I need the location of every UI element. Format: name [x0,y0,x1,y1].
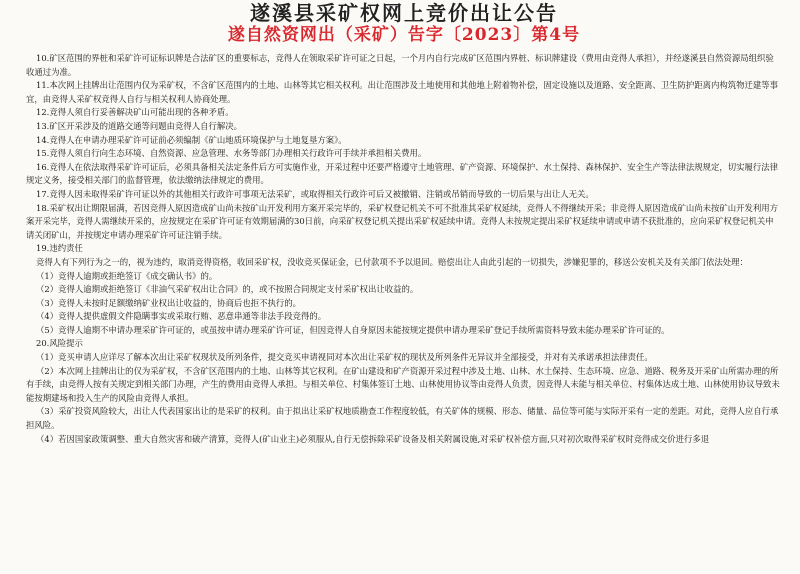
clause-19-intro: 竞得人有下列行为之一的，视为违约，取消竞得资格，收回采矿权，没收竞买保证金，已付款项不予以退回。赔偿出让人由此引起的一切损失，涉嫌犯罪的，移送公安机关及有关部门依法处理： [36,256,748,267]
clause-11: 11.本次网上挂牌出让范围内仅为采矿权，不含矿区范围内的土地、山林等其它相关权利。出让范围涉及土地使用和其他地上附着物补偿，固定设施以及道路、安全距离、卫生防护距离内构筑物迁建等事宜，由竞得人采矿权竞得人自行与相关权利人协商处理。 [26,80,778,104]
clause-20-item-3: （3）采矿投资风险较大，出让人代表国家出让的是采矿的权利。由于拟出让采矿权地质勘查工作程度较低，有关矿体的规模、形态、储量、品位等可能与实际开采有一定的差距。对此，竞得人应自行承担风险。 [26,406,779,431]
clause-18: 18.采矿权出让期限届满，若因竞得人原因造成矿山尚未按矿山开发利用方案开采完毕的，采矿权登记机关不可不批准其采矿权延续，竞得人不得继续开采；非竞得人原因造成矿山尚未按矿山开发利用方案开采完毕，竞得人需继续开采的，应按规定在采矿许可证有效期届满的30日前，向采矿权登记机关提出采矿权延续申请。竞得人未按规定提出采矿权延续申请或申请不获批准的，应向采矿权登记机关申请关闭矿山，并按规定申请办理采矿许可证注销手续。 [26,202,778,240]
document-number: 遂自然资网出（采矿）告字〔2023〕第4号 [227,25,581,45]
notice-body [26,52,782,446]
clause-15: 15.竞得人须自行向生态环境、自然资源、应急管理、水务等部门办理相关行政许可手续并承担相关费用。 [36,148,427,159]
clause-17: 17.竞得人因未取得采矿许可证以外的其他相关行政许可事项无法采矿，或取得相关行政许可后又被撤销、注销或吊销而导致的一切后果与出让人无关。 [36,188,594,199]
clause-13: 13.矿区开采涉及的道路交通等问题由竞得人自行解决。 [36,120,242,131]
clause-20-item-4: （4）若因国家政策调整、重大自然灾害和破产清算，竞得人(矿山业主)必须服从,自行无偿拆除采矿设备及相关附属设施,对采矿权补偿方面,只对初次取得采矿权时竞得成交价进行多退 [36,433,710,444]
clause-16: 16.竞得人在依法取得采矿许可证后，必须具备相关法定条件后方可实施作业，开采过程中还要严格遵守土地管理、矿产资源、环境保护、水土保持、森林保护、安全生产等法律法规规定，切实履行法律规定义务，接受相关部门的监督管理，依法缴纳法律规定的费用。 [26,161,778,186]
clause-10: 10.矿区范围的界桩和采矿许可证标识牌是合法矿区的重要标志，竞得人在领取采矿许可证之日起，一个月内自行完成矿区范围内界桩、标识牌建设（费用由竞得人承担），并经遂溪县自然资源局组织验收通过为准。 [26,53,774,77]
clause-19-heading: 19.违约责任 [36,243,83,254]
clause-19-item-5: （5）竞得人逾期不申请办理采矿许可证的，或虽按申请办理采矿许可证，但因竞得人自身原因未能按规定提供申请办理采矿登记手续所需资料导致未能办理采矿许可证的。 [36,324,670,335]
clause-19-item-1: （1）竞得人逾期或拒绝签订《成交确认书》的。 [36,270,218,281]
clause-14: 14.竞得人在申请办理采矿许可证前必须编制《矿山地质环境保护与土地复垦方案》。 [36,134,347,145]
clause-19-item-2: （2）竞得人逾期或拒绝签订《非油气采矿权出让合同》的，或不按照合同规定支付采矿权出让收益的。 [36,284,419,295]
clause-19-item-4: （4）竞得人提供虚假文件隐瞒事实或采取行贿、恶意串通等非法手段竞得的。 [36,311,327,322]
clause-12: 12.竞得人须自行妥善解决矿山可能出现的各种矛盾。 [36,107,234,118]
page-title: 遂溪县采矿权网上竞价出让公告 [250,1,558,25]
clause-20-item-1: （1）竞买申请人应详尽了解本次出让采矿权现状及所列条件，提交竞买申请视同对本次出让采矿权的现状及所列条件无异议并全部接受，并对有关承诺承担法律责任。 [36,352,653,363]
clause-20-heading: 20.风险提示 [36,338,83,349]
clause-20-item-2: （2）本次网上挂牌出让的仅为采矿权，不含矿区范围内的土地、山林等其它权利。在矿山建设和矿产资源开采过程中涉及土地、山林、水土保持、生态环境、应急、道路、税务及开采矿山所需办理的所有手续，由竞得人按有关规定到相关部门办理，产生的费用由竞得人承担。与相关单位、村集体签订土地、山林使用协议等由竞得人负责，因竞得人未能与相关单位、村集体达成土地、山林使用协议导致未能按期建场和投入生产的风险由竞得人承担。 [26,365,780,403]
clause-19-item-3: （3）竞得人未按时足额缴纳矿业权出让收益的，协商后也拒不执行的。 [36,297,301,308]
